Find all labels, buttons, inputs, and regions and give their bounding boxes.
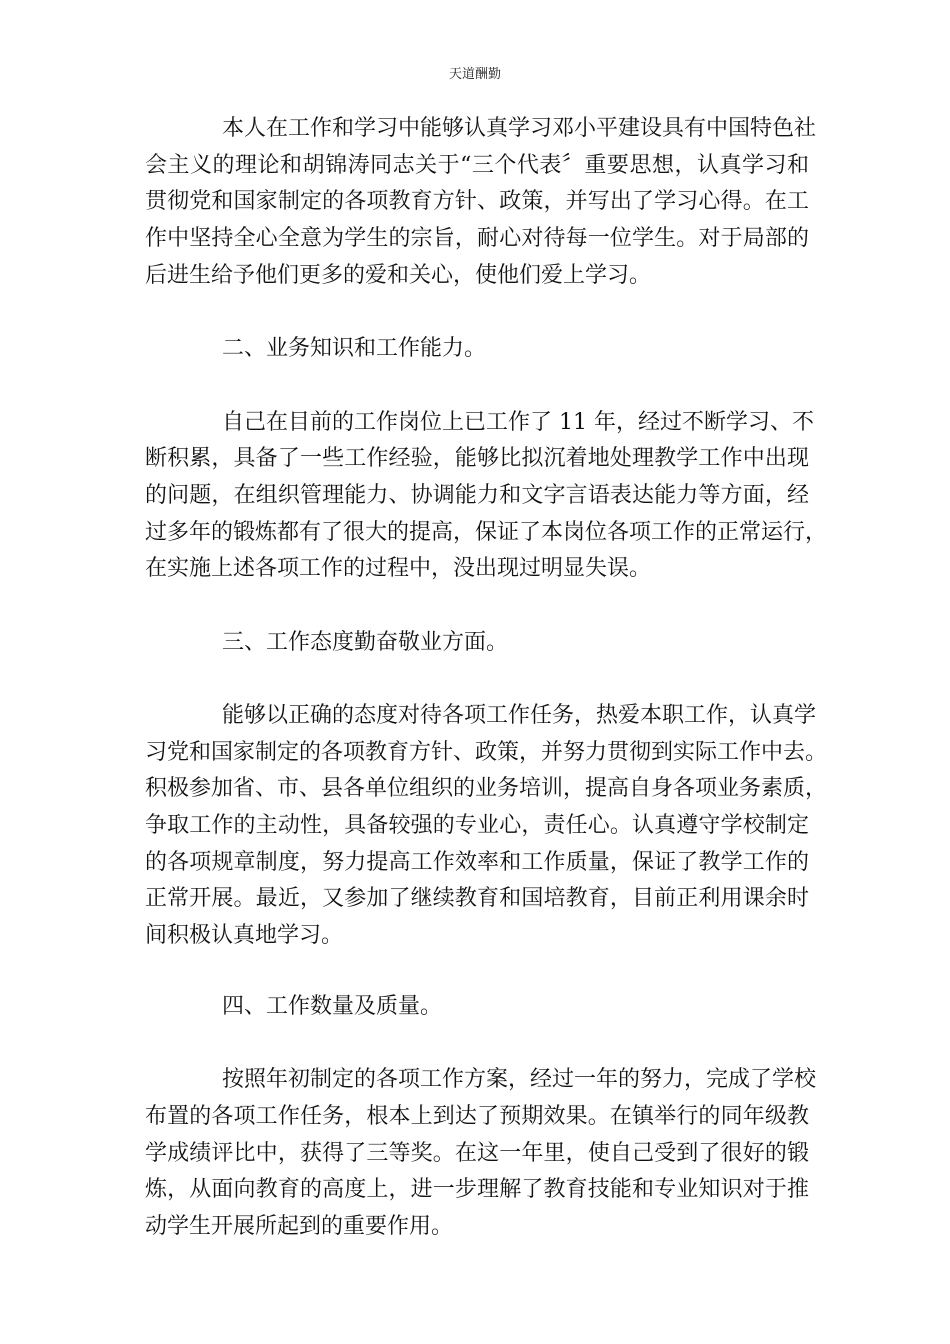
paragraph-line: 作中坚持全心全意为学生的宗旨，耐心对待每一位学生。对于局部的 [145,226,809,252]
section-heading-3 [145,628,809,665]
paragraph-intro [145,114,817,297]
section-heading: 三、工作态度勤奋敬业方面。 [222,629,509,655]
paragraph-line: 布置的各项工作任务，根本上到达了预期效果。在镇举行的同年级教 [145,1103,809,1129]
paragraph-line: 断积累，具备了一些工作经验，能够比拟沉着地处理教学工作中出现 [145,446,809,472]
paragraph-line: 能够以正确的态度对待各项工作任务，热爱本职工作，认真学 [222,703,817,728]
paragraph-line: 学成绩评比中，获得了三等奖。在这一年里，使自己受到了很好的锻 [145,1140,809,1166]
paragraph-line: 按照年初制定的各项工作方案，经过一年的努力，完成了学校 [222,1067,817,1093]
paragraph-line: 本人在工作和学习中能够认真学习邓小平建设具有中国特色社 [222,116,817,141]
section-heading: 二、业务知识和工作能力。 [222,336,487,362]
paragraph-line: 在实施上述各项工作的过程中，没出现过明显失误。 [145,556,652,582]
paragraph-line: 贯彻党和国家制定的各项教育方针、政策，并写出了学习心得。在工 [145,189,809,215]
paragraph-line: 习党和国家制定的各项教育方针、政策，并努力贯彻到实际工作中去。 [145,739,828,765]
paragraph-line: 过多年的锻炼都有了很大的提高，保证了本岗位各项工作的正常运行， [145,519,828,545]
document-body [145,114,828,1285]
section-heading: 四、工作数量及质量。 [222,993,443,1019]
paragraph-line: 争取工作的主动性，具备较强的专业心，责任心。认真遵守学校制定 [145,813,809,839]
page-header: 天道酬勤 [448,67,501,82]
paragraph-ability [145,408,828,591]
paragraph-line: 积极参加省、市、县各单位组织的业务培训，提高自身各项业务素质， [145,776,828,802]
paragraph-line: 会主义的理论和胡锦涛同志关于“三个代表〞重要思想，认真学习和 [145,152,809,178]
paragraph-attitude [145,701,828,958]
paragraph-line: 正常开展。最近，又参加了继续教育和国培教育，目前正利用课余时 [145,886,809,912]
paragraph-line: 后进生给予他们更多的爱和关心，使他们爱上学习。 [145,262,652,288]
paragraph-quantity [145,1065,817,1248]
section-heading-2 [145,334,809,371]
paragraph-line: 炼，从面向教育的高度上，进一步理解了教育技能和专业知识对于推 [145,1177,809,1203]
paragraph-line: 的各项规章制度，努力提高工作效率和工作质量，保证了教学工作的 [145,849,809,875]
section-heading-4 [145,992,809,1029]
paragraph-line: 的问题，在组织管理能力、协调能力和文字言语表达能力等方面，经 [145,482,809,508]
paragraph-line: 间积极认真地学习。 [145,923,344,949]
paragraph-line: 自己在目前的工作岗位上已工作了 11 年，经过不断学习、不 [222,409,814,435]
paragraph-line: 动学生开展所起到的重要作用。 [145,1213,454,1239]
